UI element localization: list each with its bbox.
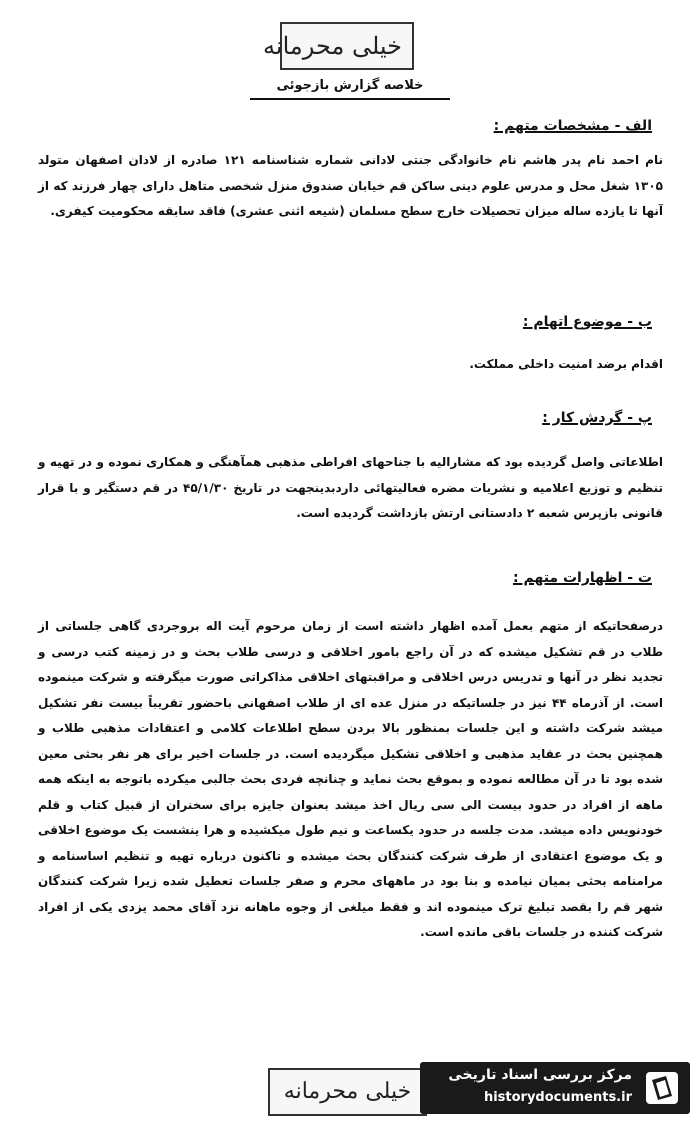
archive-watermark bbox=[420, 1062, 690, 1114]
document-title: خلاصه گزارش بازجوئی bbox=[276, 78, 424, 93]
section-heading-text: ت - اظهارات متهم : bbox=[513, 570, 652, 586]
classification-stamp-bottom bbox=[268, 1068, 427, 1116]
archive-logo-icon bbox=[642, 1068, 682, 1108]
section-heading-charge bbox=[523, 314, 652, 330]
watermark-url: historydocuments.ir bbox=[483, 1090, 632, 1105]
section-body-proceedings: اطلاعاتی واصل گردیده بود که مشارالیه با جناحهای افراطی مذهبی همآهنگی و همکاری نموده و در تهیه و تنظیم و توزیع اعلامیه و نشریات مضره فعالیتهائی داردبدینجهت در تاریخ ۴۵/۱/۳۰ در قم دستگیر و با قرار قانونی بازپرس شعبه ۲ دادستانی ارتش بازداشت گردیده است. bbox=[38, 455, 663, 520]
classification-stamp-top bbox=[263, 22, 414, 70]
section-heading-text: الف - مشخصات متهم : bbox=[493, 118, 652, 134]
section-heading-text: ب - موضوع اتهام : bbox=[522, 314, 652, 330]
section-body-charge: اقدام برضد امنیت داخلی مملکت. bbox=[469, 357, 663, 371]
stamp-text: خیلی محرمانه bbox=[263, 32, 402, 60]
section-heading-text: پ - گردش کار : bbox=[542, 410, 652, 426]
section-body-statements: درصفحاتیکه از متهم بعمل آمده اظهار داشته است از زمان مرحوم آیت اله بروجردی گاهی جلساتی از طلاب در قم تشکیل میشده که در آن راجع بامور اخلاقی و درسی طلاب بحث و در زمینه کتب درسی و تجدید نظر در آنها و تدریس درس اخلاقی و مراقبتهای اخلاقی مذاکراتی صورت میگرفته و شرکت مینموده است. از آذرماه ۴۴ نیز در جلساتیکه در منزل عده ای از طلاب اصفهانی باحضور تقریباً بیست نفر تشکیل میشد شرکت داشته و این جلسات بمنظور بالا بردن سطح اطلاعات کلامی و اعتقادات مذهبی طلاب و همچنین بحث در عقاید مذهبی و اخلاقی تشکیل میگردیده است. در جلسات اخیر برای هر نفر بحثی معین شده بود تا در آن مطالعه نموده و بموقع بحث نماید و چنانچه فردی بحث جالبی میکرده باتوجه به اینکه همه ماهه از افراد در حدود بیست الی سی ریال اخذ میشد بعنوان جایزه برای سخنران از قبیل کتاب و قلم خودنویس داده میشد. مدت جلسه در حدود یکساعت و نیم طول میکشیده و هرا ینشست یک موضوع اخلاقی و یک موضوع اعتقادی از طرف شرکت کنندگان بحث میشده و تاکنون درباره تهیه و تنظیم اساسنامه و مرامنامه بحثی بمیان نیامده و بنا بود در ماههای محرم و صفر جلسات تعطیل شده زیرا شرکت کنندگان شهر قم را بقصد تبلیغ ترک مینموده اند و فقط میلغی از وجوه ماهانه نزد آقای محمد یزدی یکی از افراد شرکت کننده در جلسات باقی مانده است. bbox=[38, 619, 663, 939]
section-heading-proceedings bbox=[542, 410, 652, 426]
section-heading-profile bbox=[494, 118, 652, 134]
watermark-org-name: مرکز بررسی اسناد تاریخی bbox=[448, 1067, 632, 1083]
section-heading-statements bbox=[513, 570, 652, 586]
section-body-profile: نام احمد نام پدر هاشم نام خانوادگی جنتی لادانی شماره شناسنامه ۱۲۱ صادره از لادان اصفهان متولد ۱۳۰۵ شغل محل و مدرس علوم دینی ساکن قم خیابان صندوق منزل شخصی متاهل دارای چهار فرزند که از آنها تا یازده ساله میزان تحصیلات خارج سطح مسلمان (شیعه اثنی عشری) فاقد سابقه محکومیت کیفری. bbox=[38, 153, 663, 218]
title-underline bbox=[250, 98, 450, 100]
stamp-text: خیلی محرمانه bbox=[283, 1079, 412, 1104]
